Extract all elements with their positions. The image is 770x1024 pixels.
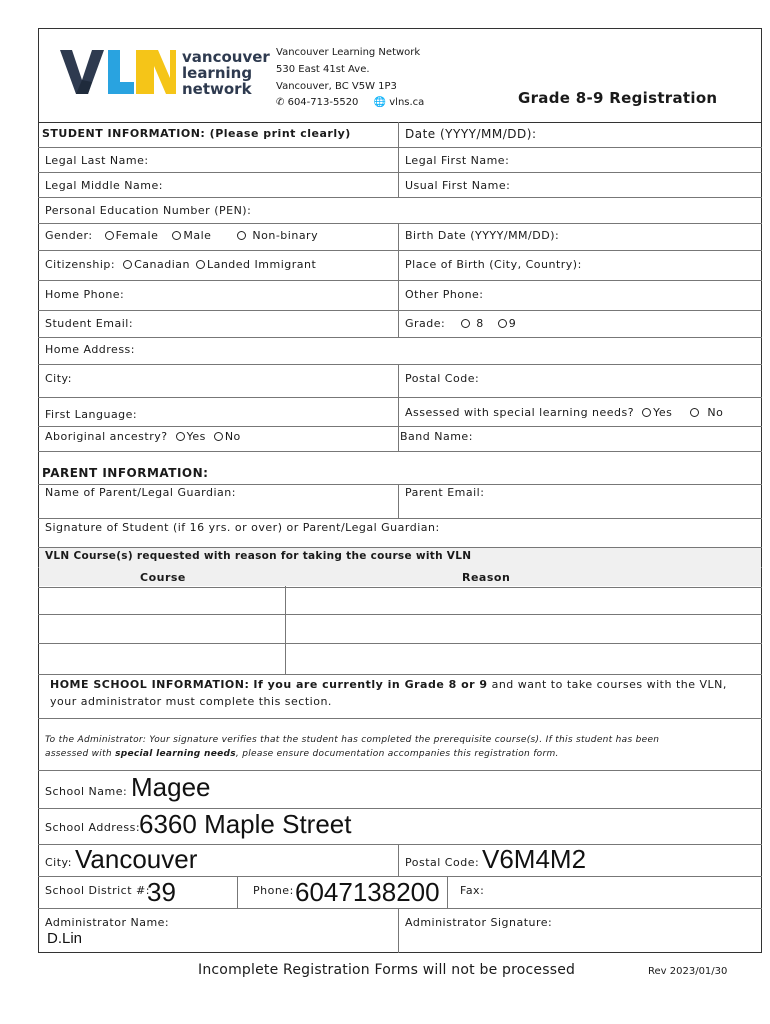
footer-notice: Incomplete Registration Forms will not be processed <box>198 962 576 978</box>
special-needs-yes-radio[interactable] <box>642 408 651 417</box>
citizenship-landed-label: Landed Immigrant <box>206 258 317 271</box>
org-city: Vancouver, BC V5W 1P3 <box>276 81 397 92</box>
school-postal-label: Postal Code: <box>405 856 480 869</box>
gender-female-label: Female <box>115 229 159 242</box>
date-field[interactable]: Date (YYYY/MM/DD): <box>405 127 537 141</box>
logo-mark-icon <box>58 48 178 96</box>
home-school-title: HOME SCHOOL INFORMATION: <box>50 678 250 691</box>
gender-group <box>45 229 318 242</box>
org-phone: 604-713-5520 <box>287 97 359 108</box>
legal-middle-name-field[interactable]: Legal Middle Name: <box>45 179 163 192</box>
special-needs-group <box>405 406 723 419</box>
school-name-value[interactable]: Magee <box>131 772 211 802</box>
citizenship-canadian-label: Canadian <box>134 258 190 271</box>
school-address-value[interactable]: 6360 Maple Street <box>139 809 352 839</box>
pen-field[interactable]: Personal Education Number (PEN): <box>45 204 252 217</box>
school-name-label: School Name: <box>45 785 128 798</box>
aboriginal-label: Aboriginal ancestry? <box>45 430 168 443</box>
band-name-field[interactable]: Band Name: <box>400 430 473 443</box>
aboriginal-yes-radio[interactable] <box>176 432 185 441</box>
parent-email-field[interactable]: Parent Email: <box>405 486 485 499</box>
birth-date-field[interactable]: Birth Date (YYYY/MM/DD): <box>405 229 560 242</box>
org-street: 530 East 41st Ave. <box>276 64 370 75</box>
home-school-bold-text: If you are currently in Grade 8 or 9 <box>253 678 488 691</box>
gender-label: Gender: <box>45 229 93 242</box>
aboriginal-no-radio[interactable] <box>214 432 223 441</box>
aboriginal-yes-label: Yes <box>186 430 206 443</box>
gender-male-label: Male <box>183 229 212 242</box>
gender-female-radio[interactable] <box>105 231 114 240</box>
vln-logo <box>58 48 268 98</box>
place-of-birth-field[interactable]: Place of Birth (City, Country): <box>405 258 582 271</box>
logo-word-3: network <box>182 80 252 98</box>
gender-nonbinary-label: Non-binary <box>252 229 319 242</box>
admin-name-value[interactable]: D.Lin <box>47 930 83 947</box>
gender-male-radio[interactable] <box>172 231 181 240</box>
usual-first-name-field[interactable]: Usual First Name: <box>405 179 511 192</box>
logo-word-2: learning <box>182 64 253 82</box>
school-postal-value[interactable]: V6M4M2 <box>482 844 587 874</box>
admin-note-2c: , please ensure documentation accompanies this registration form. <box>235 749 559 759</box>
col-course-header: Course <box>140 571 186 584</box>
org-name: Vancouver Learning Network <box>276 47 421 58</box>
other-phone-field[interactable]: Other Phone: <box>405 288 484 301</box>
admin-note-line2 <box>45 749 559 759</box>
course-row-1-course-cell[interactable] <box>39 588 284 614</box>
col-reason-header: Reason <box>462 571 511 584</box>
admin-name-label: Administrator Name: <box>45 916 170 929</box>
course-row-2-course-cell[interactable] <box>39 615 284 643</box>
special-needs-label: Assessed with special learning needs? <box>405 406 635 419</box>
home-school-intro <box>50 678 727 691</box>
admin-note-line1: To the Administrator: Your signature verifies that the student has completed the prerequisite course(s). If this student has been <box>45 735 660 745</box>
aboriginal-group <box>45 430 241 443</box>
special-needs-no-radio[interactable] <box>690 408 699 417</box>
grade-label: Grade: <box>405 317 446 330</box>
course-row-3-reason-cell[interactable] <box>286 644 761 674</box>
city-field[interactable]: City: <box>45 372 72 385</box>
gender-nonbinary-radio[interactable] <box>237 231 246 240</box>
school-district-label: School District #: <box>45 884 150 897</box>
grade-9-radio[interactable] <box>498 319 507 328</box>
form-title: Grade 8-9 Registration <box>518 89 718 107</box>
parent-section-title: PARENT INFORMATION: <box>42 466 209 480</box>
home-school-line2: your administrator must complete this section. <box>50 695 332 708</box>
org-contact <box>276 97 424 108</box>
admin-note-2a: assessed with <box>45 749 112 759</box>
first-language-field[interactable]: First Language: <box>45 408 138 421</box>
guardian-name-field[interactable]: Name of Parent/Legal Guardian: <box>45 486 236 499</box>
special-needs-no-label: No <box>707 406 724 419</box>
aboriginal-no-label: No <box>224 430 241 443</box>
student-section-title: STUDENT INFORMATION: (Please print clearly) <box>42 127 351 140</box>
school-city-label: City: <box>45 856 72 869</box>
school-phone-label: Phone: <box>253 884 294 897</box>
course-row-1-reason-cell[interactable] <box>286 588 761 614</box>
citizenship-group <box>45 258 316 271</box>
course-row-3-course-cell[interactable] <box>39 644 284 674</box>
home-school-rest-text: and want to take courses with the VLN, <box>491 678 727 691</box>
grade-8-radio[interactable] <box>461 319 470 328</box>
school-fax-field[interactable]: Fax: <box>460 884 485 897</box>
grade-8-label: 8 <box>476 317 484 330</box>
home-phone-field[interactable]: Home Phone: <box>45 288 125 301</box>
postal-code-field[interactable]: Postal Code: <box>405 372 480 385</box>
citizenship-canadian-radio[interactable] <box>123 260 132 269</box>
legal-last-name-field[interactable]: Legal Last Name: <box>45 154 149 167</box>
course-row-2-reason-cell[interactable] <box>286 615 761 643</box>
school-district-value[interactable]: 39 <box>147 877 176 907</box>
revision-label: Rev 2023/01/30 <box>648 966 728 977</box>
grade-9-label: 9 <box>508 317 517 330</box>
org-website[interactable]: vlns.ca <box>389 97 425 108</box>
legal-first-name-field[interactable]: Legal First Name: <box>405 154 510 167</box>
school-phone-value[interactable]: 6047138200 <box>295 877 440 907</box>
school-city-value[interactable]: Vancouver <box>75 844 198 874</box>
courses-section-title: VLN Course(s) requested with reason for taking the course with VLN <box>45 550 472 562</box>
home-address-field[interactable]: Home Address: <box>45 343 135 356</box>
special-needs-yes-label: Yes <box>653 406 673 419</box>
admin-note-2b: special learning needs <box>115 749 236 759</box>
grade-group <box>405 317 516 330</box>
citizenship-label: Citizenship: <box>45 258 116 271</box>
phone-icon: ✆ <box>276 97 285 108</box>
school-address-label: School Address: <box>45 821 141 834</box>
admin-signature-field[interactable]: Administrator Signature: <box>405 916 553 929</box>
citizenship-landed-radio[interactable] <box>196 260 205 269</box>
parent-signature-field[interactable]: Signature of Student (if 16 yrs. or over) or Parent/Legal Guardian: <box>45 521 440 534</box>
student-email-field[interactable]: Student Email: <box>45 317 134 330</box>
globe-icon: 🌐 <box>373 97 387 108</box>
logo-word-1: vancouver <box>182 48 270 66</box>
